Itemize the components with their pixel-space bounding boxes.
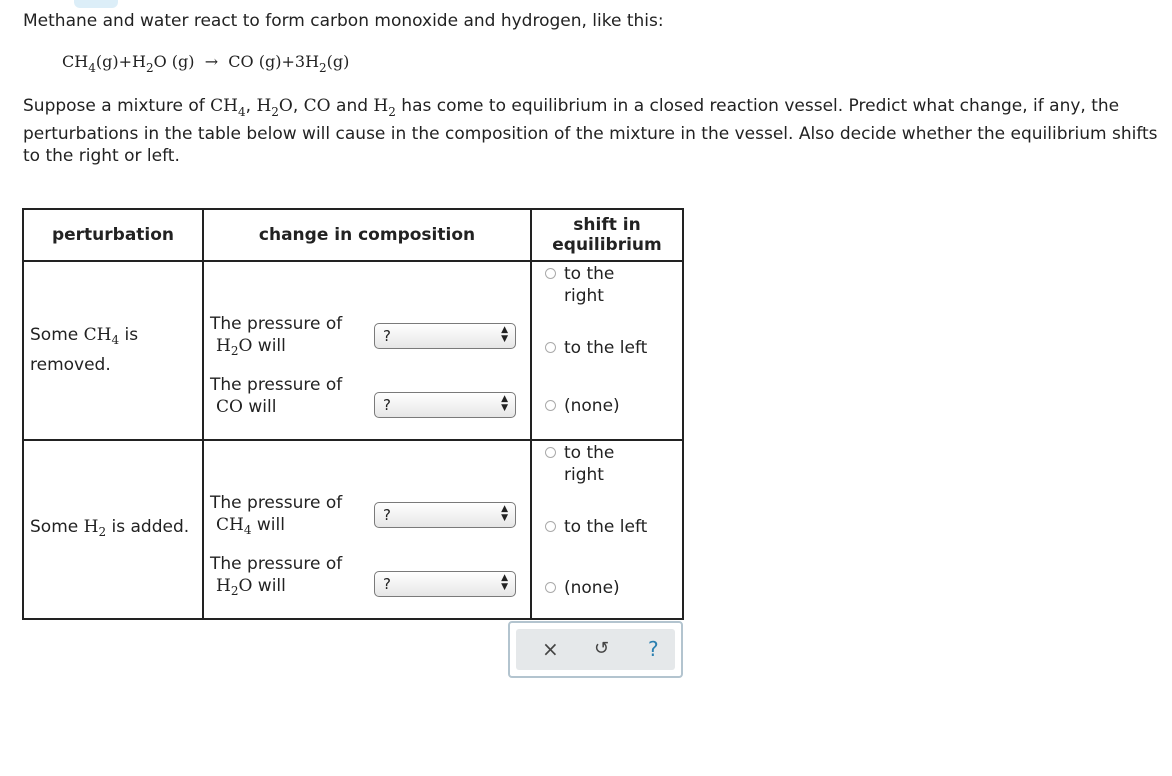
select-arrows-icon: ▲ ▼ [501, 573, 508, 592]
header-perturbation: perturbation [23, 209, 203, 261]
composition-label: The pressure of $H_2O$ will [210, 314, 343, 358]
table-row [23, 261, 683, 440]
composition-cell [203, 440, 531, 619]
top-tab [74, 0, 118, 8]
pressure-select[interactable]: ? ▲ ▼ [374, 392, 516, 418]
toolbar-inner [516, 629, 675, 670]
radio-circle-icon [545, 447, 556, 458]
pressure-select[interactable]: ? ▲ ▼ [374, 502, 516, 528]
shift-right-radio[interactable]: to the right [564, 442, 634, 486]
perturbation-table [22, 208, 684, 620]
pressure-select[interactable]: ? ▲ ▼ [374, 571, 516, 597]
answer-toolbar [508, 621, 683, 678]
shift-none-radio[interactable]: (none) [564, 395, 620, 417]
intro-text: Methane and water react to form carbon monoxide and hydrogen, like this: [23, 11, 664, 31]
table-header-row [23, 209, 683, 261]
undo-icon[interactable]: ↺ [594, 638, 610, 659]
clear-icon[interactable]: × [542, 637, 559, 661]
help-icon[interactable]: ? [648, 637, 659, 661]
arrow: → [204, 52, 219, 71]
shift-left-radio[interactable]: to the left [564, 337, 647, 359]
radio-circle-icon [545, 400, 556, 411]
radio-circle-icon [545, 521, 556, 532]
shift-left-radio[interactable]: to the left [564, 516, 647, 538]
composition-label: The pressure of $CH_4$ will [210, 493, 343, 537]
table-row [23, 440, 683, 619]
select-arrows-icon: ▲ ▼ [501, 394, 508, 413]
shift-cell [531, 261, 683, 440]
perturbation-cell: Some $CH_4$ is removed. [23, 261, 203, 440]
composition-label: The pressure of CO will [210, 375, 343, 417]
perturbation-cell: Some $H_2$ is added. [23, 440, 203, 619]
chemical-equation: $CH_4(g)+H_2O$ (g) → CO $(g)+3H_2(g)$ [62, 52, 350, 75]
pressure-select[interactable]: ? ▲ ▼ [374, 323, 516, 349]
radio-circle-icon [545, 268, 556, 279]
shift-none-radio[interactable]: (none) [564, 577, 620, 599]
header-composition: change in composition [203, 209, 531, 261]
select-arrows-icon: ▲ ▼ [501, 325, 508, 344]
question-text: Suppose a mixture of $CH_4$, $H_2O$, CO and $H_2$ has come to equilibrium in a closed reaction vessel. Predict what change, if any, the perturbations in the table below will cause in the composition of the mixture in the vessel. Also decide whether the equilibrium shifts to the right or left. [23, 96, 1158, 166]
shift-right-radio[interactable]: to the right [564, 263, 634, 307]
select-arrows-icon: ▲ ▼ [501, 504, 508, 523]
radio-circle-icon [545, 582, 556, 593]
header-shift: shift in equilibrium [531, 209, 683, 261]
shift-cell [531, 440, 683, 619]
composition-cell [203, 261, 531, 440]
radio-circle-icon [545, 342, 556, 353]
composition-label: The pressure of $H_2O$ will [210, 554, 343, 598]
